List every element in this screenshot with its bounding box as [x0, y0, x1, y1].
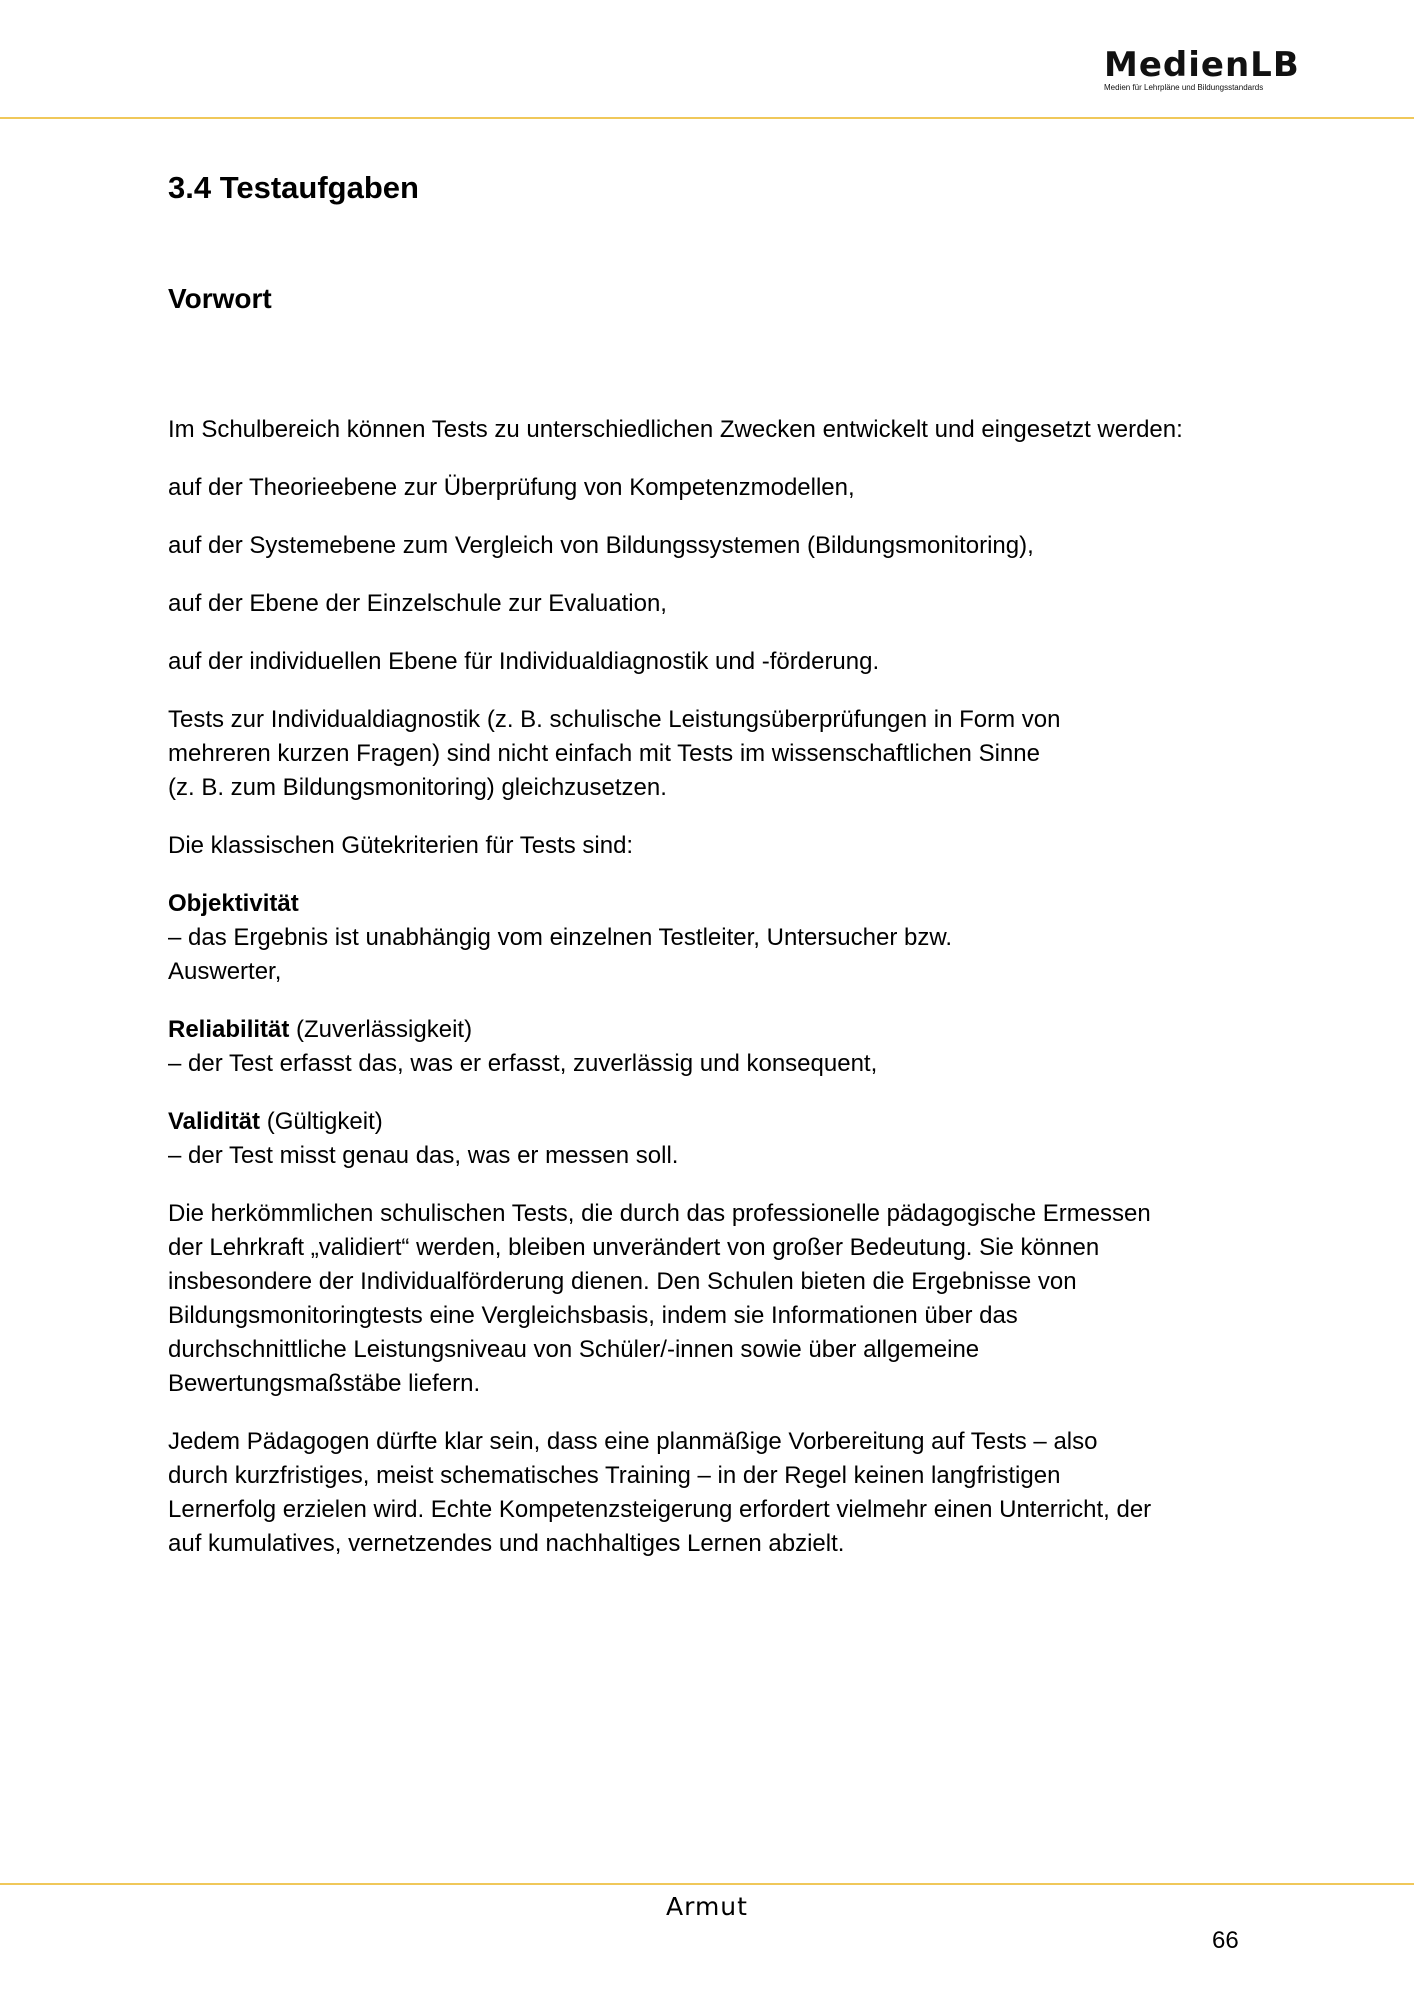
header-divider — [0, 117, 1414, 119]
criterion-line: Auswerter, — [168, 958, 282, 985]
criterion-line: – der Test erfasst das, was er erfasst, zuverlässig und konsequent, — [168, 1050, 878, 1077]
body-text — [168, 413, 1268, 1561]
paragraph-line: mehreren kurzen Fragen) sind nicht einfach mit Tests im wissenschaftlichen Sinne — [168, 740, 1040, 767]
criterion-note: (Gültigkeit) — [260, 1108, 383, 1135]
level-item: auf der Systemebene zum Vergleich von Bildungssystemen (Bildungsmonitoring), — [168, 532, 1034, 559]
preparation-paragraph — [168, 1425, 1268, 1561]
paragraph-line: auf kumulatives, vernetzendes und nachhaltiges Lernen abzielt. — [168, 1530, 845, 1557]
paragraph-line: durchschnittliche Leistungsniveau von Schüler/-innen sowie über allgemeine — [168, 1336, 980, 1363]
criteria-intro: Die klassischen Gütekriterien für Tests sind: — [168, 832, 634, 859]
criterion-term: Validität — [168, 1108, 261, 1135]
paragraph-line: insbesondere der Individualförderung dienen. Den Schulen bieten die Ergebnisse von — [168, 1268, 1077, 1295]
criterion-line: – der Test misst genau das, was er messen soll. — [168, 1142, 679, 1169]
paragraph-line: Bewertungsmaßstäbe liefern. — [168, 1370, 481, 1397]
subsection-title: Vorwort — [168, 283, 272, 314]
paragraph-line: Lernerfolg erzielen wird. Echte Kompetenzsteigerung erfordert vielmehr einen Unterricht, der — [168, 1496, 1152, 1523]
traditional-tests-paragraph — [168, 1197, 1268, 1401]
logo-tagline: Medien für Lehrpläne und Bildungsstandards — [1104, 83, 1264, 92]
paragraph-line: der Lehrkraft „validiert“ werden, bleiben unverändert von großer Bedeutung. Sie können — [168, 1234, 1100, 1261]
paragraph-line: durch kurzfristiges, meist schematisches Training – in der Regel keinen langfristigen — [168, 1462, 1061, 1489]
paragraph-line: Jedem Pädagogen dürfte klar sein, dass eine planmäßige Vorbereitung auf Tests – also — [168, 1428, 1098, 1455]
paragraph-line: Tests zur Individualdiagnostik (z. B. schulische Leistungsüberprüfungen in Form von — [168, 706, 1061, 733]
criterion-term: Objektivität — [168, 890, 299, 917]
intro-paragraph: Im Schulbereich können Tests zu unterschiedlichen Zwecken entwickelt und eingesetzt werden: — [168, 416, 1183, 443]
medienlb-logo — [1104, 45, 1304, 93]
criterion-validity — [168, 1105, 1268, 1173]
paragraph-line: Die herkömmlichen schulischen Tests, die durch das professionelle pädagogische Ermessen — [168, 1200, 1151, 1227]
criterion-term: Reliabilität — [168, 1016, 290, 1043]
level-item: auf der individuellen Ebene für Individualdiagnostik und -förderung. — [168, 648, 880, 675]
footer-title: Armut — [666, 1892, 748, 1921]
page-content — [168, 164, 1268, 1585]
paragraph-line: (z. B. zum Bildungsmonitoring) gleichzusetzen. — [168, 774, 667, 801]
level-item: auf der Ebene der Einzelschule zur Evaluation, — [168, 590, 667, 617]
footer-divider — [0, 1883, 1414, 1885]
criterion-line: – das Ergebnis ist unabhängig vom einzelnen Testleiter, Untersucher bzw. — [168, 924, 953, 951]
criterion-reliability — [168, 1013, 1268, 1081]
diagnostics-paragraph — [168, 703, 1268, 805]
criterion-objectivity — [168, 887, 1268, 989]
section-title: 3.4 Testaufgaben — [168, 170, 419, 205]
criterion-note: (Zuverlässigkeit) — [289, 1016, 473, 1043]
page-number: 66 — [1212, 1927, 1239, 1954]
logo-text: MedienLB — [1104, 45, 1300, 85]
paragraph-line: Bildungsmonitoringtests eine Vergleichsbasis, indem sie Informationen über das — [168, 1302, 1018, 1329]
level-item: auf der Theorieebene zur Überprüfung von Kompetenzmodellen, — [168, 474, 855, 501]
